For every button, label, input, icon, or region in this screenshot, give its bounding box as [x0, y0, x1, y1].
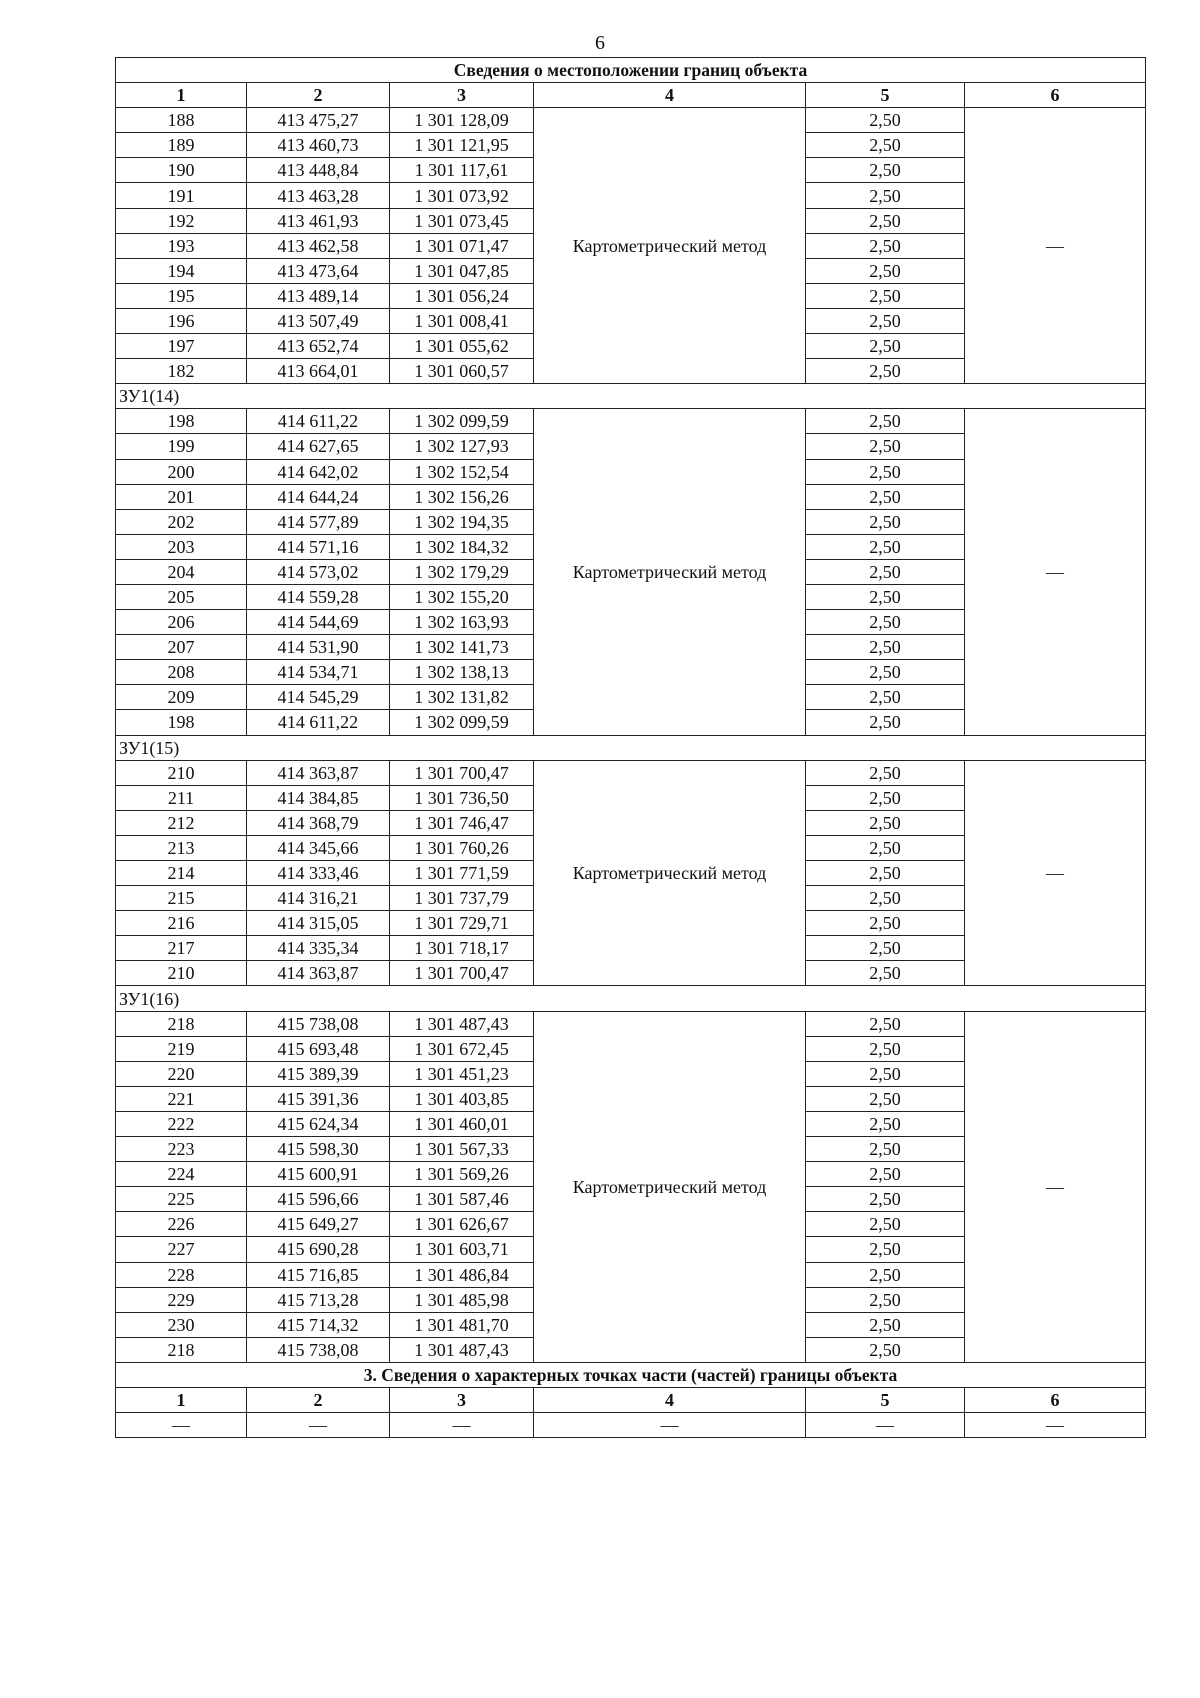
coord-x: 415 738,08	[247, 1011, 390, 1036]
point-number: 189	[116, 133, 247, 158]
accuracy-value: 2,50	[806, 760, 965, 785]
point-number: 191	[116, 183, 247, 208]
coord-x: 414 577,89	[247, 509, 390, 534]
coord-x: 414 315,05	[247, 911, 390, 936]
accuracy-value: 2,50	[806, 1036, 965, 1061]
point-number: 206	[116, 610, 247, 635]
coord-x: 415 596,66	[247, 1187, 390, 1212]
column-header: 4	[534, 1387, 806, 1412]
column-header: 5	[806, 1387, 965, 1412]
point-number: 190	[116, 158, 247, 183]
accuracy-value: 2,50	[806, 258, 965, 283]
coord-x: 413 489,14	[247, 283, 390, 308]
coord-y: 1 301 746,47	[390, 810, 534, 835]
point-number: 220	[116, 1061, 247, 1086]
coord-y: 1 302 179,29	[390, 559, 534, 584]
accuracy-value: 2,50	[806, 509, 965, 534]
group-label-row	[116, 735, 1146, 760]
accuracy-value: 2,50	[806, 484, 965, 509]
coord-y: 1 301 487,43	[390, 1011, 534, 1036]
method-cell: Картометрический метод	[534, 1011, 806, 1362]
column-header: 2	[247, 1387, 390, 1412]
point-number: 201	[116, 484, 247, 509]
point-number: 202	[116, 509, 247, 534]
coord-x: 413 461,93	[247, 208, 390, 233]
coord-y: 1 301 071,47	[390, 233, 534, 258]
coord-y: 1 301 569,26	[390, 1162, 534, 1187]
accuracy-value: 2,50	[806, 685, 965, 710]
coord-x: 415 713,28	[247, 1287, 390, 1312]
coord-y: 1 301 567,33	[390, 1137, 534, 1162]
point-number: 203	[116, 534, 247, 559]
coord-x: 415 600,91	[247, 1162, 390, 1187]
coord-x: 415 389,39	[247, 1061, 390, 1086]
coord-x: 414 573,02	[247, 559, 390, 584]
coord-y: 1 302 156,26	[390, 484, 534, 509]
coord-y: 1 302 141,73	[390, 635, 534, 660]
point-number: 213	[116, 835, 247, 860]
accuracy-value: 2,50	[806, 208, 965, 233]
accuracy-value: 2,50	[806, 133, 965, 158]
accuracy-value: 2,50	[806, 610, 965, 635]
coord-y: 1 301 718,17	[390, 936, 534, 961]
point-number: 193	[116, 233, 247, 258]
point-number: 214	[116, 861, 247, 886]
coord-y: 1 301 771,59	[390, 861, 534, 886]
accuracy-value: 2,50	[806, 359, 965, 384]
coord-x: 414 642,02	[247, 459, 390, 484]
coord-x: 414 335,34	[247, 936, 390, 961]
coord-y: 1 302 131,82	[390, 685, 534, 710]
coord-x: 414 363,87	[247, 760, 390, 785]
column-header: 6	[965, 1387, 1146, 1412]
point-number: 188	[116, 108, 247, 133]
point-number: 192	[116, 208, 247, 233]
point-number: 212	[116, 810, 247, 835]
accuracy-value: 2,50	[806, 635, 965, 660]
accuracy-value: 2,50	[806, 1312, 965, 1337]
description-cell: —	[965, 1011, 1146, 1362]
point-number: 209	[116, 685, 247, 710]
empty-dash-cell: —	[390, 1413, 534, 1438]
point-number: 218	[116, 1337, 247, 1362]
coord-x: 414 544,69	[247, 610, 390, 635]
group-label: ЗУ1(16)	[116, 986, 1146, 1011]
accuracy-value: 2,50	[806, 911, 965, 936]
accuracy-value: 2,50	[806, 108, 965, 133]
description-cell: —	[965, 760, 1146, 986]
point-number: 182	[116, 359, 247, 384]
coord-y: 1 301 603,71	[390, 1237, 534, 1262]
point-number: 194	[116, 258, 247, 283]
point-number: 208	[116, 660, 247, 685]
page-number: 6	[595, 32, 605, 54]
point-number: 224	[116, 1162, 247, 1187]
column-header: 6	[965, 83, 1146, 108]
coord-y: 1 301 481,70	[390, 1312, 534, 1337]
coord-y: 1 301 487,43	[390, 1337, 534, 1362]
accuracy-value: 2,50	[806, 861, 965, 886]
coord-x: 413 664,01	[247, 359, 390, 384]
accuracy-value: 2,50	[806, 1137, 965, 1162]
coord-y: 1 301 451,23	[390, 1061, 534, 1086]
point-number: 198	[116, 710, 247, 735]
group-label: ЗУ1(15)	[116, 735, 1146, 760]
section3-title: 3. Сведения о характерных точках части (частей) границы объекта	[116, 1362, 1146, 1387]
coord-x: 413 652,74	[247, 334, 390, 359]
point-number: 228	[116, 1262, 247, 1287]
group-label-row	[116, 384, 1146, 409]
table-row	[116, 409, 1146, 434]
point-number: 218	[116, 1011, 247, 1036]
coord-y: 1 302 099,59	[390, 710, 534, 735]
coord-y: 1 302 155,20	[390, 584, 534, 609]
accuracy-value: 2,50	[806, 459, 965, 484]
coord-x: 415 738,08	[247, 1337, 390, 1362]
coord-y: 1 301 060,57	[390, 359, 534, 384]
point-number: 219	[116, 1036, 247, 1061]
section3-header-row	[116, 1387, 1146, 1412]
empty-dash-cell: —	[965, 1413, 1146, 1438]
coord-x: 414 545,29	[247, 685, 390, 710]
coord-y: 1 301 700,47	[390, 961, 534, 986]
point-number: 200	[116, 459, 247, 484]
accuracy-value: 2,50	[806, 961, 965, 986]
coord-y: 1 301 055,62	[390, 334, 534, 359]
coord-x: 414 627,65	[247, 434, 390, 459]
coord-x: 414 611,22	[247, 409, 390, 434]
accuracy-value: 2,50	[806, 785, 965, 810]
accuracy-value: 2,50	[806, 1212, 965, 1237]
coord-x: 415 598,30	[247, 1137, 390, 1162]
point-number: 207	[116, 635, 247, 660]
point-number: 211	[116, 785, 247, 810]
coord-x: 414 363,87	[247, 961, 390, 986]
column-header-row	[116, 83, 1146, 108]
coord-x: 414 571,16	[247, 534, 390, 559]
coord-x: 415 693,48	[247, 1036, 390, 1061]
coord-y: 1 301 008,41	[390, 308, 534, 333]
point-number: 221	[116, 1086, 247, 1111]
accuracy-value: 2,50	[806, 835, 965, 860]
point-number: 217	[116, 936, 247, 961]
empty-dash-cell: —	[534, 1413, 806, 1438]
coord-y: 1 301 121,95	[390, 133, 534, 158]
accuracy-value: 2,50	[806, 1262, 965, 1287]
coord-x: 414 534,71	[247, 660, 390, 685]
coord-x: 413 460,73	[247, 133, 390, 158]
point-number: 216	[116, 911, 247, 936]
accuracy-value: 2,50	[806, 158, 965, 183]
coord-x: 415 391,36	[247, 1086, 390, 1111]
accuracy-value: 2,50	[806, 434, 965, 459]
coord-y: 1 301 460,01	[390, 1111, 534, 1136]
coord-x: 413 448,84	[247, 158, 390, 183]
coord-x: 414 531,90	[247, 635, 390, 660]
accuracy-value: 2,50	[806, 886, 965, 911]
coord-y: 1 301 073,92	[390, 183, 534, 208]
coord-y: 1 302 127,93	[390, 434, 534, 459]
method-cell: Картометрический метод	[534, 760, 806, 986]
point-number: 204	[116, 559, 247, 584]
table-row	[116, 108, 1146, 133]
coord-y: 1 301 486,84	[390, 1262, 534, 1287]
coord-x: 415 649,27	[247, 1212, 390, 1237]
accuracy-value: 2,50	[806, 1162, 965, 1187]
empty-dash-cell: —	[116, 1413, 247, 1438]
coord-y: 1 301 485,98	[390, 1287, 534, 1312]
coord-x: 414 644,24	[247, 484, 390, 509]
coord-y: 1 301 736,50	[390, 785, 534, 810]
coord-x: 415 714,32	[247, 1312, 390, 1337]
coord-y: 1 301 700,47	[390, 760, 534, 785]
point-number: 223	[116, 1137, 247, 1162]
coord-x: 413 507,49	[247, 308, 390, 333]
coord-x: 415 716,85	[247, 1262, 390, 1287]
coord-x: 414 384,85	[247, 785, 390, 810]
point-number: 222	[116, 1111, 247, 1136]
coord-y: 1 301 128,09	[390, 108, 534, 133]
column-header: 3	[390, 83, 534, 108]
coord-y: 1 301 626,67	[390, 1212, 534, 1237]
section-title: Сведения о местоположении границ объекта	[116, 58, 1146, 83]
accuracy-value: 2,50	[806, 1337, 965, 1362]
coord-x: 415 690,28	[247, 1237, 390, 1262]
column-header: 1	[116, 1387, 247, 1412]
column-header: 2	[247, 83, 390, 108]
coord-x: 413 462,58	[247, 233, 390, 258]
coord-y: 1 302 163,93	[390, 610, 534, 635]
point-number: 210	[116, 760, 247, 785]
accuracy-value: 2,50	[806, 1237, 965, 1262]
group-label-row	[116, 986, 1146, 1011]
coord-y: 1 301 729,71	[390, 911, 534, 936]
coord-y: 1 301 073,45	[390, 208, 534, 233]
accuracy-value: 2,50	[806, 710, 965, 735]
coord-y: 1 302 152,54	[390, 459, 534, 484]
empty-dash-cell: —	[247, 1413, 390, 1438]
coord-y: 1 301 672,45	[390, 1036, 534, 1061]
coord-x: 414 611,22	[247, 710, 390, 735]
point-number: 229	[116, 1287, 247, 1312]
point-number: 230	[116, 1312, 247, 1337]
coord-x: 414 345,66	[247, 835, 390, 860]
point-number: 226	[116, 1212, 247, 1237]
coord-y: 1 301 056,24	[390, 283, 534, 308]
method-cell: Картометрический метод	[534, 108, 806, 384]
coord-y: 1 301 403,85	[390, 1086, 534, 1111]
point-number: 205	[116, 584, 247, 609]
accuracy-value: 2,50	[806, 283, 965, 308]
point-number: 210	[116, 961, 247, 986]
coord-y: 1 301 117,61	[390, 158, 534, 183]
coord-y: 1 301 047,85	[390, 258, 534, 283]
section3-title-row	[116, 1362, 1146, 1387]
accuracy-value: 2,50	[806, 334, 965, 359]
description-cell: —	[965, 409, 1146, 735]
section3-empty-row	[116, 1413, 1146, 1438]
coord-y: 1 302 099,59	[390, 409, 534, 434]
coord-y: 1 301 587,46	[390, 1187, 534, 1212]
coord-x: 413 473,64	[247, 258, 390, 283]
accuracy-value: 2,50	[806, 660, 965, 685]
accuracy-value: 2,50	[806, 534, 965, 559]
accuracy-value: 2,50	[806, 308, 965, 333]
coord-y: 1 302 138,13	[390, 660, 534, 685]
accuracy-value: 2,50	[806, 1086, 965, 1111]
group-label: ЗУ1(14)	[116, 384, 1146, 409]
point-number: 199	[116, 434, 247, 459]
accuracy-value: 2,50	[806, 584, 965, 609]
column-header: 1	[116, 83, 247, 108]
accuracy-value: 2,50	[806, 559, 965, 584]
column-header: 4	[534, 83, 806, 108]
column-header: 5	[806, 83, 965, 108]
accuracy-value: 2,50	[806, 810, 965, 835]
boundary-table	[115, 57, 1146, 1438]
point-number: 197	[116, 334, 247, 359]
coord-x: 414 368,79	[247, 810, 390, 835]
empty-dash-cell: —	[806, 1413, 965, 1438]
accuracy-value: 2,50	[806, 409, 965, 434]
description-cell: —	[965, 108, 1146, 384]
coord-y: 1 301 737,79	[390, 886, 534, 911]
point-number: 196	[116, 308, 247, 333]
accuracy-value: 2,50	[806, 936, 965, 961]
coord-y: 1 302 184,32	[390, 534, 534, 559]
accuracy-value: 2,50	[806, 183, 965, 208]
table-row	[116, 760, 1146, 785]
coord-x: 415 624,34	[247, 1111, 390, 1136]
accuracy-value: 2,50	[806, 1287, 965, 1312]
accuracy-value: 2,50	[806, 1187, 965, 1212]
accuracy-value: 2,50	[806, 233, 965, 258]
method-cell: Картометрический метод	[534, 409, 806, 735]
point-number: 227	[116, 1237, 247, 1262]
point-number: 198	[116, 409, 247, 434]
column-header: 3	[390, 1387, 534, 1412]
accuracy-value: 2,50	[806, 1011, 965, 1036]
point-number: 225	[116, 1187, 247, 1212]
section-title-row	[116, 58, 1146, 83]
table-row	[116, 1011, 1146, 1036]
accuracy-value: 2,50	[806, 1111, 965, 1136]
point-number: 195	[116, 283, 247, 308]
point-number: 215	[116, 886, 247, 911]
coord-y: 1 301 760,26	[390, 835, 534, 860]
coord-x: 414 559,28	[247, 584, 390, 609]
coord-y: 1 302 194,35	[390, 509, 534, 534]
accuracy-value: 2,50	[806, 1061, 965, 1086]
coord-x: 414 316,21	[247, 886, 390, 911]
coord-x: 413 463,28	[247, 183, 390, 208]
coord-x: 413 475,27	[247, 108, 390, 133]
coord-x: 414 333,46	[247, 861, 390, 886]
